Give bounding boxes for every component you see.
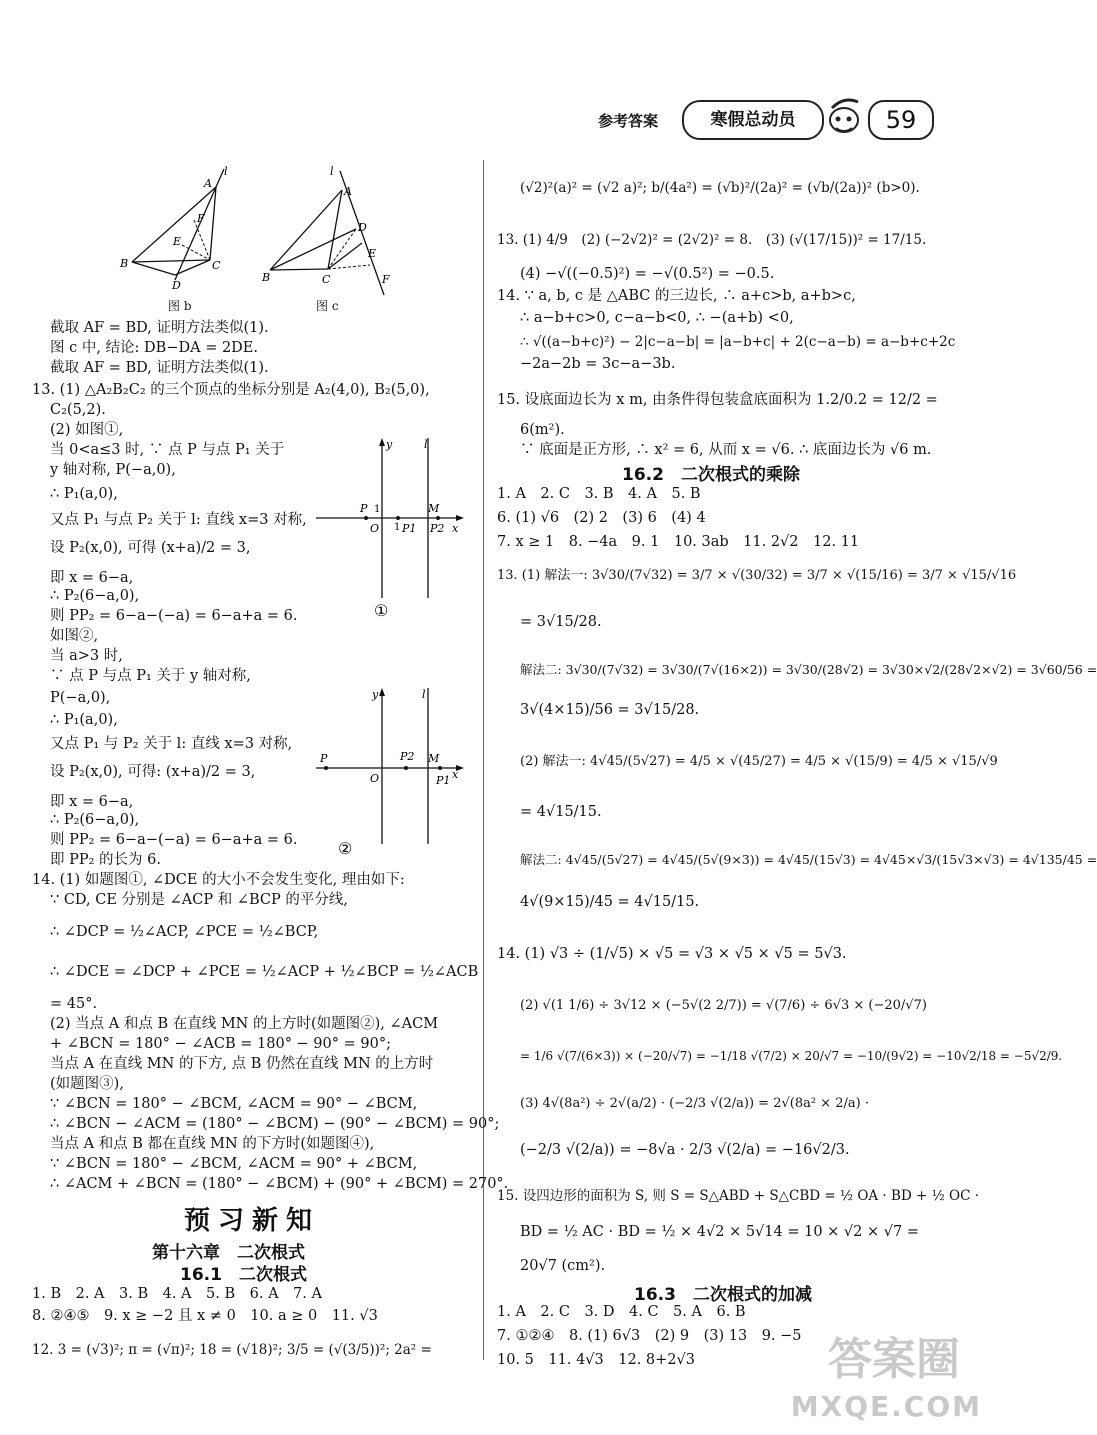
section-title-16-1: 16.1 二次根式 — [180, 1265, 307, 1285]
text-line: 则 PP₂ = 6−a−(−a) = 6−a+a = 6. — [50, 832, 298, 848]
fig2-label-p: P — [320, 752, 328, 765]
answer-line: 12. 3 = (√3)²; π = (√π)²; 18 = (√18)²; 3/5 = (√(3/5))²; 2a² = — [32, 1342, 432, 1358]
text-line: ∴ ∠BCN − ∠ACM = (180° − ∠BCM) − (90° − ∠BCM) = 90°; — [50, 1116, 500, 1132]
text-line: ∵ CD, CE 分别是 ∠ACP 和 ∠BCP 的平分线, — [50, 892, 348, 908]
text-line: 即 x = 6−a, — [50, 794, 134, 810]
answer-line: = 4√15/15. — [520, 804, 602, 820]
text-line: 设 P₂(x,0), 可得: (x+a)/2 = 3, — [50, 764, 256, 780]
answer-line: 10. 5 11. 4√3 12. 8+2√3 — [497, 1352, 695, 1368]
text-line: = 45°. — [50, 996, 98, 1012]
text-line: 当 a>3 时, — [50, 648, 123, 664]
fig-b-label-a: A — [204, 177, 212, 190]
fig1-number: ① — [374, 601, 389, 620]
text-line: ∴ a−b+c>0, c−a−b<0, ∴ −(a+b) <0, — [520, 310, 794, 326]
answer-line: 8. ②④⑤ 9. x ≥ −2 且 x ≠ 0 10. a ≥ 0 11. √3 — [32, 1308, 378, 1324]
text-line: 则 PP₂ = 6−a−(−a) = 6−a+a = 6. — [50, 608, 298, 624]
fig-b-label-l: l — [224, 165, 228, 178]
text-line: 设 P₂(x,0), 可得 (x+a)/2 = 3, — [50, 540, 251, 556]
text-line: (2) 如图①, — [50, 422, 124, 438]
text-line: (2) 当点 A 和点 B 在直线 MN 的上方时(如题图②), ∠ACM — [50, 1016, 439, 1032]
answer-line: (3) 4√(8a²) ÷ 2√(a/2) · (−2/3 √(2/a)) = 2√(8a² × 2/a) · — [520, 1096, 869, 1111]
text-line: ∵ 底面是正方形, ∴ x² = 6, 从而 x = √6. ∴ 底面边长为 √6 m. — [520, 442, 932, 458]
fig-c-label-d: D — [358, 221, 367, 234]
text-line: −2a−2b = 3c−a−3b. — [520, 356, 676, 372]
fig1-label-o: O — [370, 522, 380, 535]
answer-line: 3√(4×15)/56 = 3√15/28. — [520, 702, 700, 718]
answer-line: 20√7 (cm²). — [520, 1258, 606, 1274]
mascot-icon — [822, 92, 868, 138]
figure-b-caption: 图 b — [168, 299, 192, 313]
answer-line: = 1/6 √(7/(6×3)) × (−20/√7) = −1/18 √(7/2) × 20/√7 = −10/(9√2) = −10√2/18 = −5√2/9. — [520, 1049, 1063, 1063]
answer-line: 14. (1) √3 ÷ (1/√5) × √5 = √3 × √5 × √5 = 5√3. — [497, 946, 847, 962]
text-line: 截取 AF = BD, 证明方法类似(1). — [50, 320, 269, 336]
figure-b — [120, 165, 240, 295]
text-line: 当点 A 在直线 MN 的下方, 点 B 仍然在直线 MN 的上方时 — [50, 1056, 434, 1072]
answer-line: 6. (1) √6 (2) 2 (3) 6 (4) 4 — [497, 510, 706, 526]
fig2-number: ② — [338, 839, 353, 858]
fig-b-label-d: D — [172, 279, 181, 292]
answer-line: 4√(9×15)/45 = 4√15/15. — [520, 894, 700, 910]
text-line: 即 x = 6−a, — [50, 570, 134, 586]
fig1-label-l: l — [424, 438, 428, 451]
coordinate-figure-1 — [316, 438, 466, 618]
fig1-label-1b: 1 — [394, 522, 401, 533]
fig-c-label-a: A — [344, 185, 352, 198]
page-number: 59 — [868, 100, 934, 140]
text-line: (如题图③), — [50, 1076, 124, 1092]
text-line: ∴ P₁(a,0), — [50, 486, 118, 502]
header-label: 参考答案 — [598, 112, 659, 130]
coordinate-figure-2 — [316, 688, 466, 868]
fig1-label-p1: P1 — [402, 522, 417, 535]
fig1-label-x: x — [452, 522, 459, 535]
text-line: ∵ 点 P 与点 P₁ 关于 y 轴对称, — [50, 668, 251, 684]
text-line: 当 0<a≤3 时, ∵ 点 P 与点 P₁ 关于 — [50, 442, 285, 458]
fig-b-label-f: F — [197, 212, 205, 225]
answer-line: (2) 解法一: 4√45/(5√27) = 4/5 × √(45/27) = 4/5 × √(15/9) = 4/5 × √15/√9 — [520, 754, 998, 769]
text-line: P(−a,0), — [50, 690, 111, 706]
answer-line: 1. A 2. C 3. B 4. A 5. B — [497, 486, 701, 502]
text-line: ∴ P₁(a,0), — [50, 712, 118, 728]
fig1-label-1a: 1 — [374, 504, 381, 515]
answer-line: 13. (1) 解法一: 3√30/(7√32) = 3/7 × √(30/32) = 3/7 × √(15/16) = 3/7 × √15/√16 — [497, 568, 1017, 583]
fig2-label-o: O — [370, 772, 380, 785]
text-line: 13. (1) 4/9 (2) (−2√2)² = (2√2)² = 8. (3) (√(17/15))² = 17/15. — [497, 232, 927, 248]
text-line: 14. (1) 如题图①, ∠DCE 的大小不会发生变化, 理由如下: — [32, 872, 405, 888]
text-line: 又点 P₁ 与点 P₂ 关于 l: 直线 x=3 对称, — [50, 512, 307, 528]
fig2-label-m: M — [428, 752, 440, 765]
answer-line: 7. ①②④ 8. (1) 6√3 (2) 9 (3) 13 9. −5 — [497, 1328, 802, 1344]
section-title-16-2: 16.2 二次根式的乘除 — [622, 465, 800, 485]
fig-b-label-b: B — [120, 257, 129, 270]
text-line: 14. ∵ a, b, c 是 △ABC 的三边长, ∴ a+c>b, a+b>c, — [497, 288, 856, 304]
answer-line: 1. B 2. A 3. B 4. A 5. B 6. A 7. A — [32, 1286, 322, 1302]
text-line: ∵ ∠BCN = 180° − ∠BCM, ∠ACM = 90° + ∠BCM, — [50, 1156, 418, 1172]
section-title-16-3: 16.3 二次根式的加减 — [634, 1285, 812, 1305]
fig1-label-p: P — [360, 502, 368, 515]
text-line: ∴ ∠DCP = ½∠ACP, ∠PCE = ½∠BCP, — [50, 924, 319, 940]
figure-c-caption: 图 c — [316, 299, 339, 313]
watermark-logo: 答案圈 — [828, 1334, 960, 1385]
text-line: ∴ √((a−b+c)²) − 2|c−a−b| = |a−b+c| + 2(c−a−b) = a−b+c+2c — [520, 334, 956, 350]
answer-line: 解法二: 4√45/(5√27) = 4√45/(5√(9×3)) = 4√45/(15√3) = 4√45×√3/(15√3×√3) = 4√135/45 = — [520, 852, 1097, 867]
fig2-label-y: y — [372, 688, 379, 701]
header-badge: 寒假总动员 — [682, 100, 824, 140]
text-line: 又点 P₁ 与 P₂ 关于 l: 直线 x=3 对称, — [50, 736, 293, 752]
text-line: ∴ P₂(6−a,0), — [50, 812, 140, 828]
fig-c-label-f: F — [382, 273, 390, 286]
fig-b-label-c: C — [212, 259, 221, 272]
answer-line: (−2/3 √(2/a)) = −8√a · 2/3 √(2/a) = −16√2/3. — [520, 1142, 850, 1158]
text-line: C₂(5,2). — [50, 402, 106, 418]
fig1-label-p2: P2 — [430, 522, 445, 535]
text-line: 图 c 中, 结论: DB−DA = 2DE. — [50, 340, 258, 356]
fig2-label-p1: P1 — [436, 774, 451, 787]
text-line: + ∠BCN = 180° − ∠ACB = 180° − 90° = 90°; — [50, 1036, 391, 1052]
text-line: 当点 A 和点 B 都在直线 MN 的下方时(如题图④), — [50, 1136, 375, 1152]
text-line: y 轴对称, P(−a,0), — [50, 462, 176, 478]
answer-line: = 3√15/28. — [520, 614, 602, 630]
section-title-preview: 预习新知 — [184, 1206, 321, 1236]
fig2-label-p2: P2 — [400, 750, 415, 763]
text-line: ∴ ∠DCE = ∠DCP + ∠PCE = ½∠ACP + ½∠BCP = ½∠ACB — [50, 964, 479, 980]
answer-line: 1. A 2. C 3. D 4. C 5. A 6. B — [497, 1304, 746, 1320]
text-line: (4) −√((−0.5)²) = −√(0.5²) = −0.5. — [520, 266, 775, 282]
text-line: 6(m²). — [520, 422, 565, 438]
chapter-title: 第十六章 二次根式 — [152, 1243, 305, 1263]
text-line: 即 PP₂ 的长为 6. — [50, 852, 161, 868]
answer-line: 15. 设四边形的面积为 S, 则 S = S△ABD + S△CBD = ½ OA · BD + ½ OC · — [497, 1188, 980, 1204]
text-line: ∴ ∠ACM + ∠BCN = (180° − ∠BCM) + (90° + ∠BCM) = 270°. — [50, 1176, 509, 1192]
answer-line: 7. x ≥ 1 8. −4a 9. 1 10. 3ab 11. 2√2 12. 11 — [497, 534, 860, 550]
fig2-label-x: x — [452, 768, 459, 781]
text-line: 如图②, — [50, 628, 99, 644]
answer-line: (2) √(1 1/6) ÷ 3√12 × (−5√(2 2/7)) = √(7/6) ÷ 6√3 × (−20/√7) — [520, 998, 927, 1013]
fig1-label-y: y — [386, 438, 393, 451]
text-line: ∵ ∠BCN = 180° − ∠BCM, ∠ACM = 90° − ∠BCM, — [50, 1096, 418, 1112]
fig-c-label-e: E — [368, 247, 377, 260]
text-line: ∴ P₂(6−a,0), — [50, 588, 140, 604]
fig-c-label-b: B — [262, 271, 271, 284]
text-line: 15. 设底面边长为 x m, 由条件得包装盒底面积为 1.2/0.2 = 12/2 = — [497, 392, 938, 408]
text-line: (√2)²(a)² = (√2 a)²; b/(4a²) = (√b)²/(2a)² = (√b/(2a))² (b>0). — [520, 180, 920, 196]
fig1-label-m: M — [428, 502, 440, 515]
fig-c-label-c: C — [322, 273, 331, 286]
answer-line: 解法二: 3√30/(7√32) = 3√30/(7√(16×2)) = 3√30/(28√2) = 3√30×√2/(28√2×√2) = 3√60/56 = — [520, 662, 1097, 677]
watermark-url: MXQE.COM — [790, 1390, 982, 1423]
text-line: 截取 AF = BD, 证明方法类似(1). — [50, 360, 269, 376]
fig2-label-l: l — [422, 688, 426, 701]
text-line: 13. (1) △A₂B₂C₂ 的三个顶点的坐标分别是 A₂(4,0), B₂(5,0), — [32, 382, 430, 398]
fig-b-label-e: E — [173, 235, 182, 248]
figure-c — [258, 165, 398, 300]
answer-line: BD = ½ AC · BD = ½ × 4√2 × 5√14 = 10 × √2 × √7 = — [520, 1224, 919, 1240]
fig-c-label-l: l — [330, 165, 334, 178]
